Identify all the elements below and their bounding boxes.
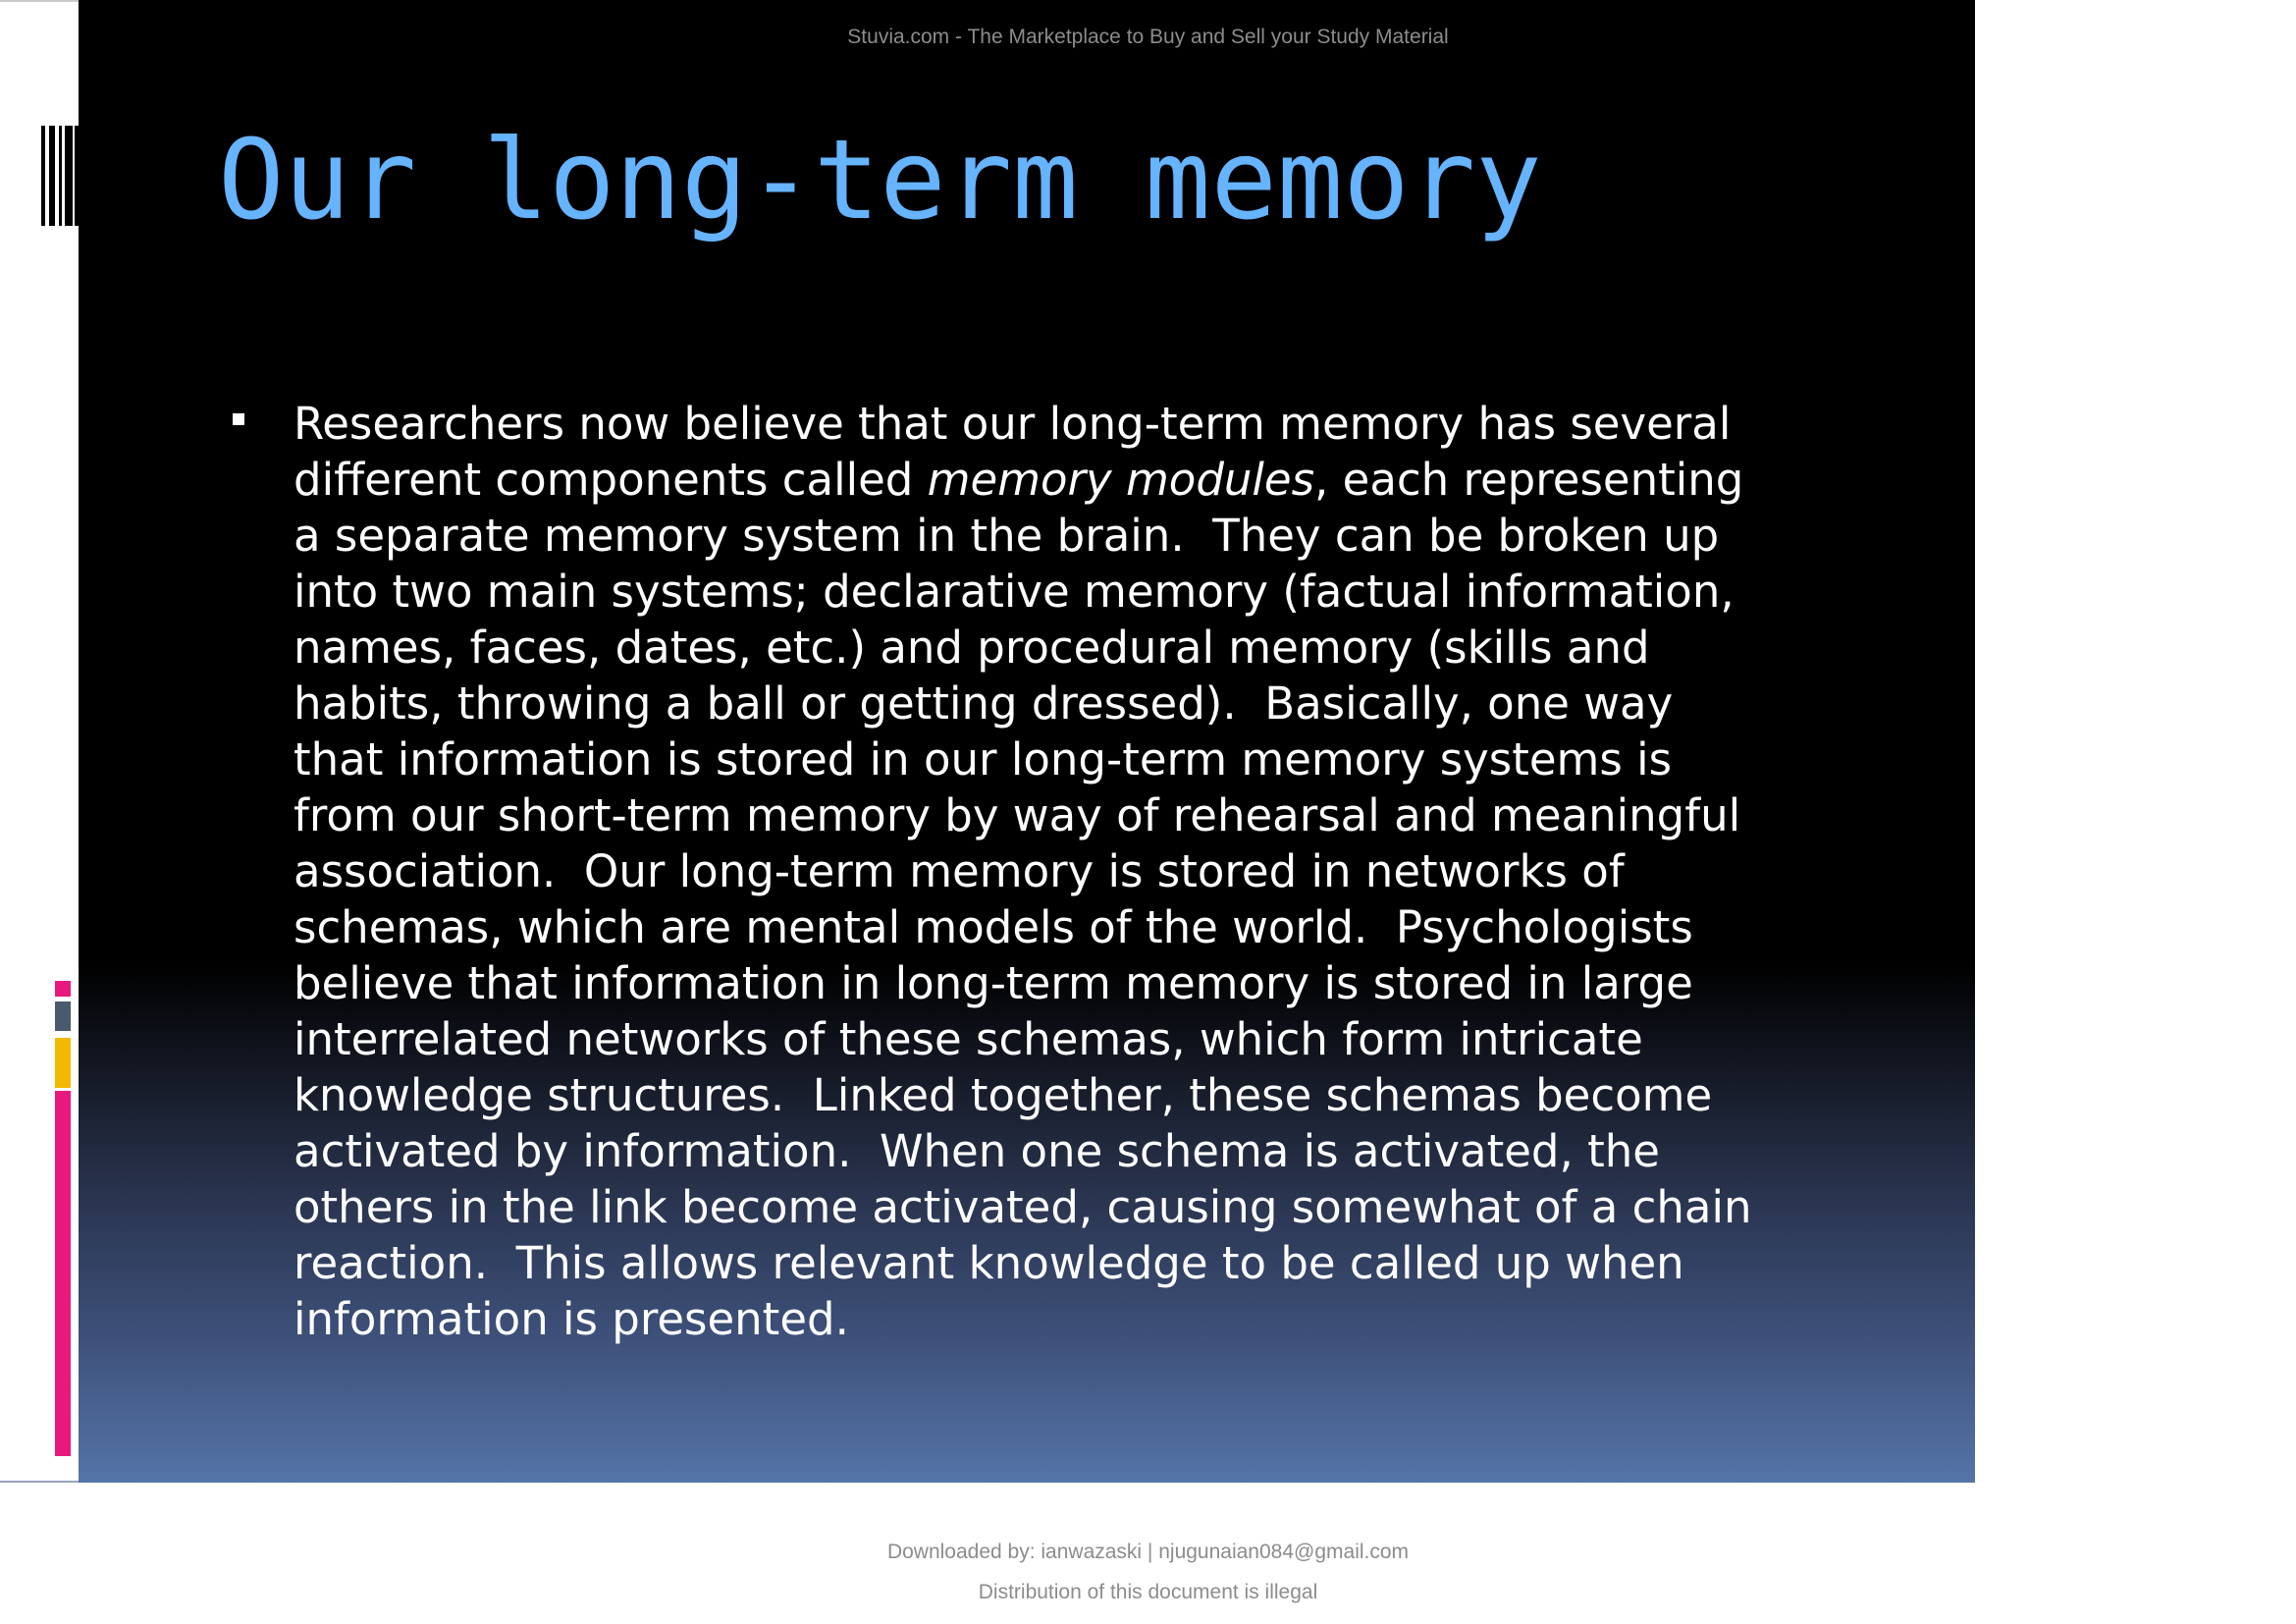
body-line: a separate memory system in the brain. They can be broken up — [294, 510, 1720, 562]
slide-left-strip — [0, 0, 79, 1483]
body-line: that information is stored in our long-term memory systems is — [294, 733, 1673, 785]
body-line: schemas, which are mental models of the world. Psychologists — [294, 901, 1693, 953]
body-line: habits, throwing a ball or getting dressed). Basically, one way — [294, 677, 1674, 730]
body-line-suffix: , each representing — [1314, 454, 1744, 506]
body-line-prefix: different components called — [294, 454, 928, 506]
slide-title: Our long-term memory — [218, 117, 1542, 244]
footer-downloaded-by: Downloaded by: ianwazaski | njugunaian084@gmail.com — [886, 1541, 1410, 1563]
body-line: into two main systems; declarative memory (factual information, — [294, 566, 1735, 618]
slide-body-paragraph — [294, 396, 1903, 1347]
accent-block-pink-small — [55, 981, 71, 997]
header-watermark: Stuvia.com - The Marketplace to Buy and Sell your Study Material — [847, 26, 1449, 48]
body-line: others in the link become activated, causing somewhat of a chain — [294, 1181, 1752, 1233]
body-line — [294, 452, 1903, 508]
body-line: activated by information. When one schema is activated, the — [294, 1125, 1660, 1177]
bullet-square-icon — [233, 413, 244, 425]
body-line: interrelated networks of these schemas, which form intricate — [294, 1013, 1643, 1065]
barcode-decoration — [41, 126, 79, 226]
body-line: reaction. This allows relevant knowledge to be called up when — [294, 1237, 1684, 1289]
body-line: names, faces, dates, etc.) and procedural memory (skills and — [294, 622, 1650, 674]
body-line: information is presented. — [294, 1293, 849, 1345]
body-line: Researchers now believe that our long-term memory has several — [294, 398, 1732, 450]
footer-distribution-notice: Distribution of this document is illegal — [978, 1581, 1318, 1603]
strip-top-line — [0, 0, 79, 2]
accent-block-slate — [55, 1001, 71, 1031]
body-line: knowledge structures. Linked together, these schemas become — [294, 1069, 1713, 1121]
body-line: believe that information in long-term memory is stored in large — [294, 957, 1693, 1009]
emphasis-term: memory modules — [927, 454, 1315, 506]
accent-block-yellow — [55, 1038, 71, 1088]
body-line: from our short-term memory by way of rehearsal and meaningful — [294, 789, 1741, 841]
accent-block-pink-tall — [55, 1091, 71, 1456]
body-line: association. Our long-term memory is stored in networks of — [294, 845, 1625, 897]
